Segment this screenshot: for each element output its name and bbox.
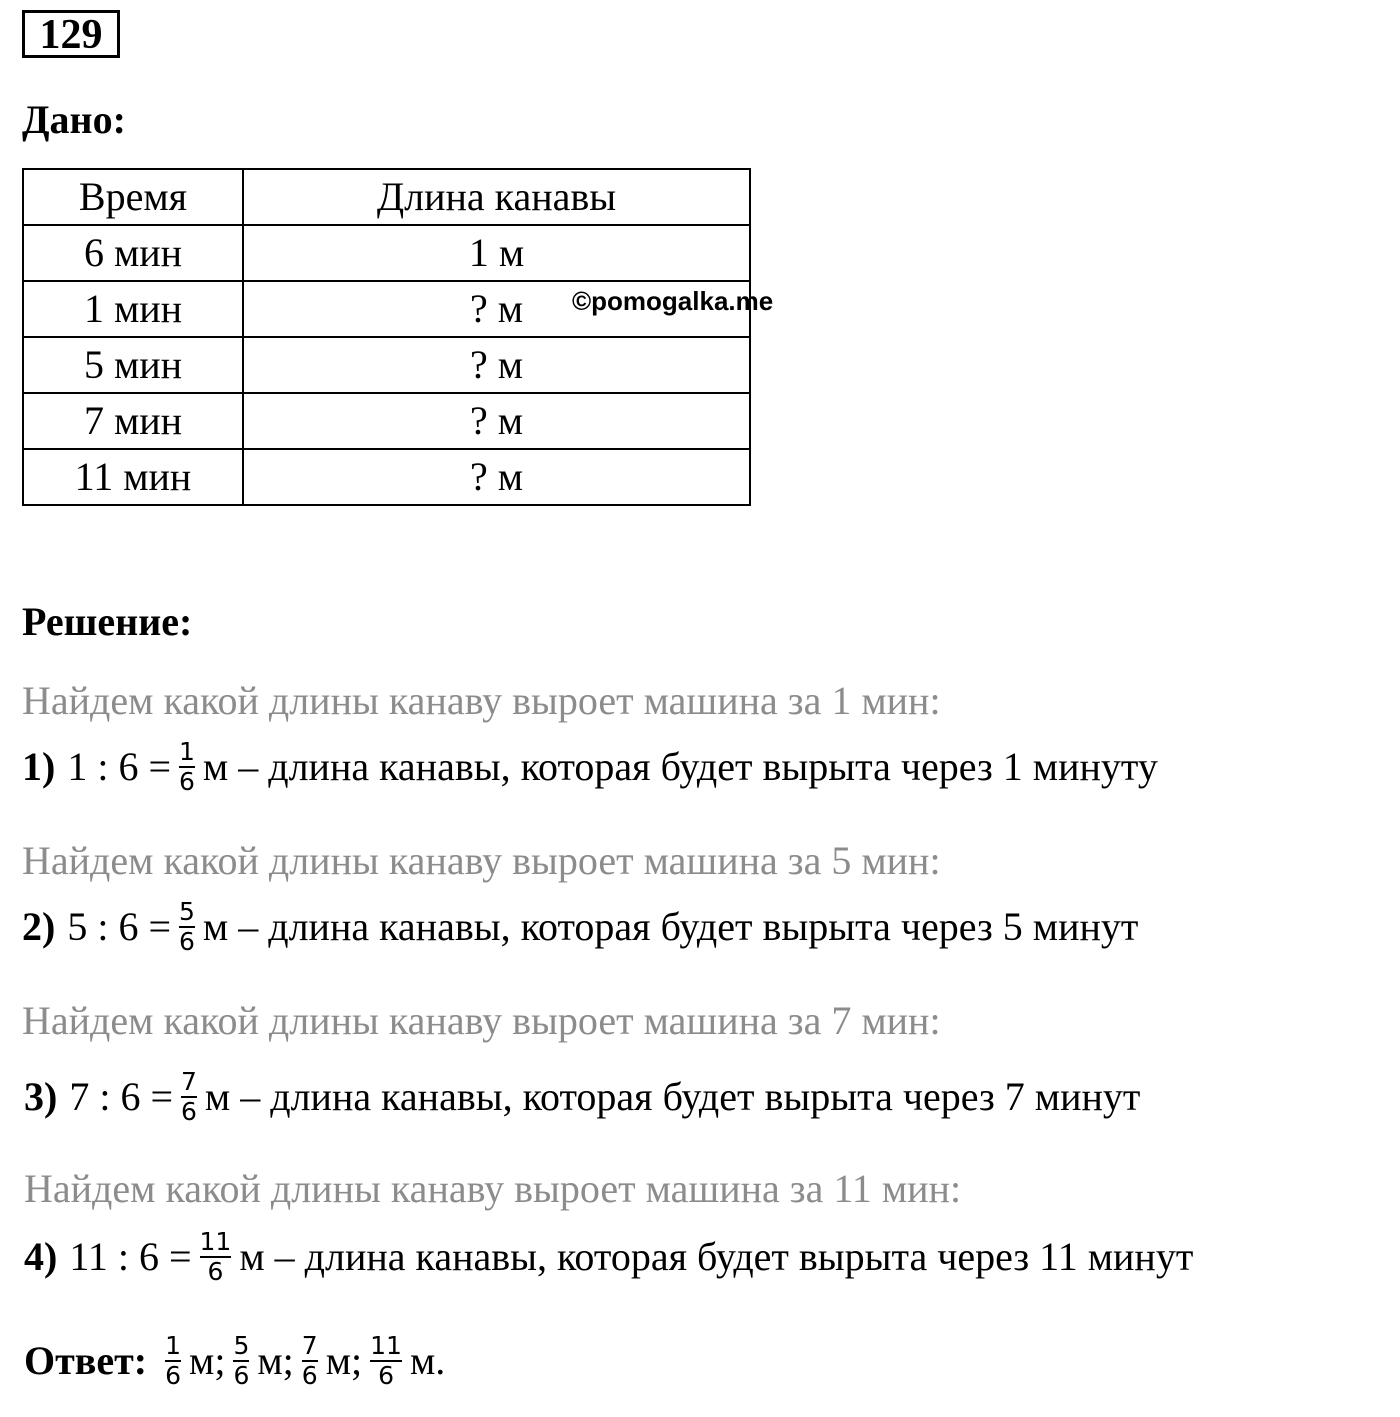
fraction — [233, 1332, 249, 1390]
answer-unit: м. — [409, 1338, 446, 1383]
step-line — [24, 1228, 1193, 1286]
fraction — [165, 1332, 181, 1390]
step-expression: 1 : 6 = — [67, 744, 171, 789]
fraction-numerator: 11 — [370, 1331, 402, 1360]
cell-length: ? м — [243, 449, 750, 505]
step-text: м – длина канавы, которая будет вырыта через 5 минут — [202, 904, 1139, 949]
problem-number: 129 — [22, 10, 120, 58]
answer-unit: м; — [325, 1338, 363, 1383]
fraction — [370, 1332, 402, 1390]
table-row — [23, 393, 750, 449]
answer-line — [24, 1332, 445, 1390]
fraction-numerator: 7 — [301, 1331, 318, 1360]
step-hint: Найдем какой длины канаву выроет машина за 7 мин: — [22, 998, 941, 1043]
answer-unit: м; — [257, 1338, 294, 1383]
given-table — [22, 168, 751, 506]
fraction-denominator: 6 — [233, 1361, 250, 1390]
step-line — [24, 1068, 1140, 1126]
fraction-numerator: 5 — [233, 1331, 250, 1360]
step-hint: Найдем какой длины канаву выроет машина за 11 мин: — [24, 1166, 962, 1211]
cell-time: 11 мин — [23, 449, 243, 505]
fraction-numerator: 11 — [199, 1227, 232, 1256]
cell-length: ? м — [243, 281, 750, 337]
answer-label: Ответ: — [24, 1338, 148, 1383]
step-text: м – длина канавы, которая будет вырыта через 1 минуту — [202, 744, 1158, 789]
step-hint: Найдем какой длины канаву выроет машина за 1 мин: — [22, 678, 941, 723]
fraction-denominator: 6 — [179, 767, 195, 796]
fraction — [302, 1332, 318, 1390]
step-label: 4) — [24, 1234, 58, 1279]
given-heading: Дано: — [22, 97, 126, 142]
fraction-numerator: 1 — [179, 737, 195, 766]
step-label: 3) — [24, 1074, 58, 1119]
fraction-numerator: 1 — [165, 1331, 181, 1360]
fraction-numerator: 7 — [181, 1067, 197, 1096]
answer-unit: м; — [189, 1338, 226, 1383]
cell-length: ? м — [243, 393, 750, 449]
step-label: 2) — [22, 904, 56, 949]
step-line — [22, 898, 1138, 956]
step-text: м – длина канавы, которая будет вырыта через 7 минут — [204, 1074, 1141, 1119]
step-line — [22, 738, 1158, 796]
fraction — [179, 738, 195, 796]
fraction-numerator: 5 — [179, 897, 195, 926]
fraction-denominator: 6 — [378, 1361, 394, 1390]
step-hint: Найдем какой длины канаву выроет машина за 5 мин: — [22, 838, 941, 883]
table-header-row — [23, 169, 750, 225]
fraction — [200, 1228, 232, 1286]
cell-length: ? м — [243, 337, 750, 393]
fraction — [181, 1068, 197, 1126]
cell-time: 1 мин — [23, 281, 243, 337]
fraction-denominator: 6 — [207, 1257, 224, 1286]
table-row — [23, 225, 750, 281]
cell-time: 6 мин — [23, 225, 243, 281]
solution-heading: Решение: — [22, 599, 193, 644]
cell-length: 1 м — [243, 225, 750, 281]
step-label: 1) — [22, 744, 56, 789]
fraction-denominator: 6 — [179, 927, 195, 956]
cell-time: 7 мин — [23, 393, 243, 449]
fraction — [179, 898, 195, 956]
fraction-denominator: 6 — [181, 1097, 197, 1126]
table-row — [23, 449, 750, 505]
fraction-denominator: 6 — [165, 1361, 181, 1390]
watermark: ©pomogalka.me — [572, 286, 774, 316]
step-text: м – длина канавы, которая будет вырыта через 11 минут — [239, 1234, 1194, 1279]
step-expression: 7 : 6 = — [69, 1074, 173, 1119]
step-expression: 11 : 6 = — [69, 1234, 192, 1279]
cell-time: 5 мин — [23, 337, 243, 393]
header-time: Время — [23, 169, 243, 225]
table-row — [23, 337, 750, 393]
fraction-denominator: 6 — [301, 1361, 318, 1390]
header-length: Длина канавы — [243, 169, 750, 225]
step-expression: 5 : 6 = — [67, 904, 171, 949]
